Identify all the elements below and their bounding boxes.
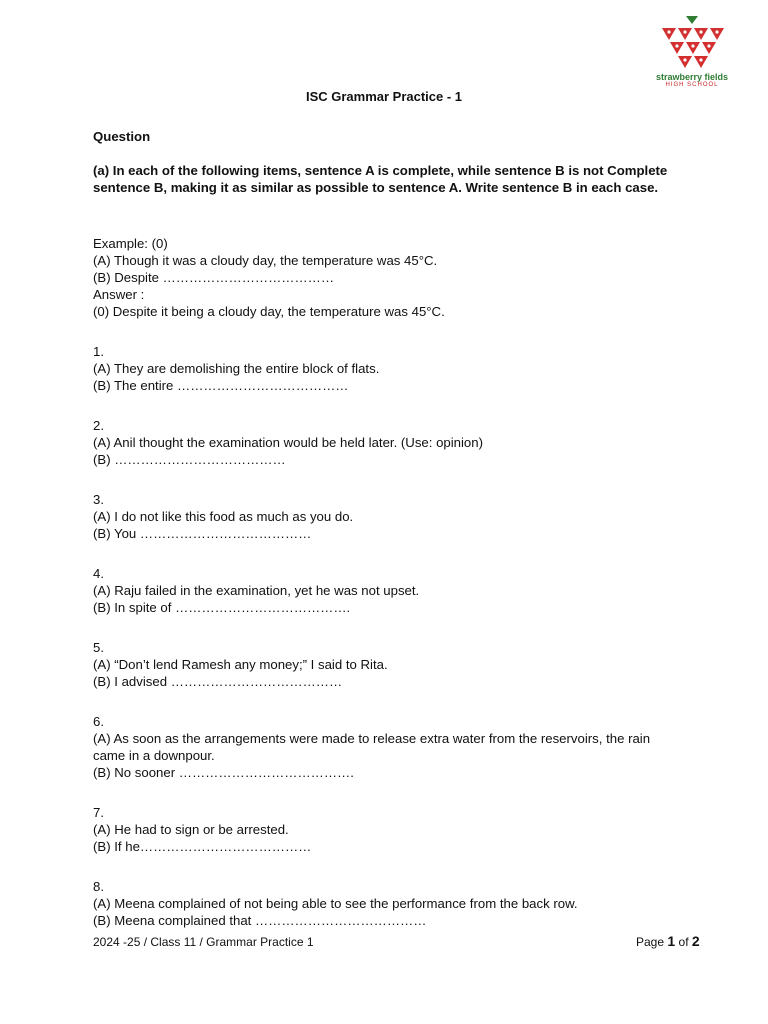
total-pages: 2 [691,933,700,949]
sentence-a: (A) I do not like this food as much as you do. [93,509,354,524]
sentence-a: (A) Raju failed in the examination, yet he was not upset. [93,583,420,598]
question-item [93,491,683,542]
of-word: of [678,935,689,949]
item-number: 4. [93,566,104,581]
sentence-b: (B) In spite of …………………………………. [93,600,351,615]
page-indicator [636,933,700,949]
instruction-text: (a) In each of the following items, sentence A is complete, while sentence B is not Complete sentence B, making it as similar as possible to sentence A. Write sentence B in each case. [93,163,668,195]
example-label: Example: (0) [93,236,168,251]
logo-name: strawberry fields [655,72,729,82]
sentence-a: (A) Anil thought the examination would be held later. (Use: opinion) [93,435,483,450]
sentence-b: (B) No sooner …………………………………. [93,765,354,780]
item-number: 8. [93,879,104,894]
strawberry-logo-icon [654,14,730,72]
sentence-b: (B) The entire ………………………………… [93,378,349,393]
sentence-b: (B) Meena complained that ………………………………… [93,913,427,928]
question-item [93,878,683,929]
item-number: 5. [93,640,104,655]
item-number: 6. [93,714,104,729]
sentence-b: (B) I advised ………………………………… [93,674,343,689]
question-item [93,565,683,616]
logo-subtitle: HIGH SCHOOL [665,82,719,88]
question-heading: Question [93,129,151,144]
example-block [93,235,683,320]
item-number: 2. [93,418,104,433]
item-number: 7. [93,805,104,820]
sentence-b: (B) ………………………………… [93,452,286,467]
page-title: ISC Grammar Practice - 1 [305,89,463,104]
sentence-a: (A) Meena complained of not being able to see the performance from the back row. [93,896,578,911]
example-answer: (0) Despite it being a cloudy day, the temperature was 45°C. [93,304,445,319]
footer-course-info: 2024 -25 / Class 11 / Grammar Practice 1 [93,935,314,949]
sentence-b: (B) If he………………………………… [93,839,312,854]
worksheet-body [93,128,683,952]
question-item [93,343,683,394]
example-answer-label: Answer : [93,287,145,302]
sentence-a: (A) As soon as the arrangements were made to release extra water from the reservoirs, the rain came in a downpour. [93,731,651,763]
sentence-a: (A) “Don’t lend Ramesh any money;” I said to Rita. [93,657,388,672]
question-item [93,713,683,781]
page-word: Page [636,935,665,949]
item-number: 3. [93,492,104,507]
sentence-a: (A) They are demolishing the entire block of flats. [93,361,380,376]
example-sentence-b: (B) Despite ………………………………… [93,270,335,285]
current-page: 1 [667,933,676,949]
question-item [93,639,683,690]
question-item [93,804,683,855]
example-sentence-a: (A) Though it was a cloudy day, the temperature was 45°C. [93,253,438,268]
sentence-b: (B) You ………………………………… [93,526,312,541]
school-logo [654,14,730,90]
sentence-a: (A) He had to sign or be arrested. [93,822,289,837]
item-number: 1. [93,344,104,359]
question-item [93,417,683,468]
